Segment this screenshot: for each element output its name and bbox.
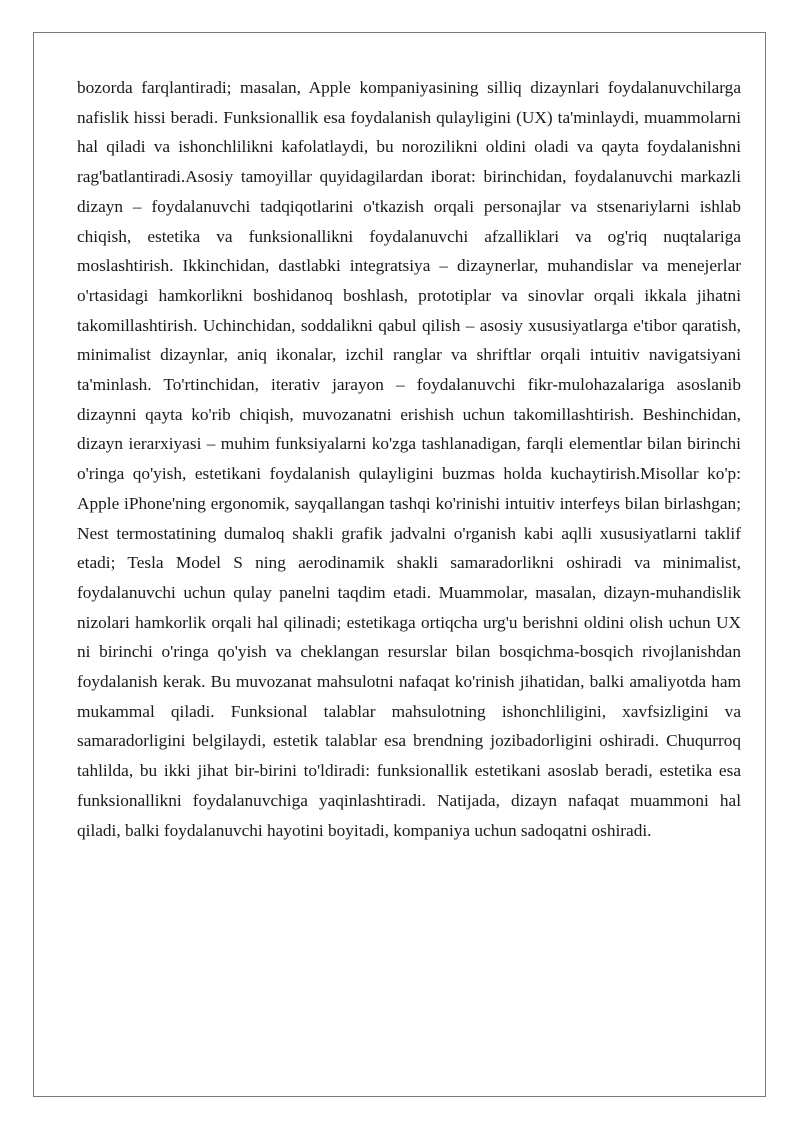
body-paragraph: bozorda farqlantiradi; masalan, Apple kompaniyasining silliq dizaynlari foydalanuvchilarga nafislik hissi beradi. Funksionallik esa foydalanish qulayligini (UX) ta'minlaydi, muammolarni hal qiladi va ishonchlilikni kafolatlaydi, bu norozilikni oldini oladi va qayta foydalanishni rag'batlantiradi.Asosiy tamoyillar quyidagilardan iborat: birinchidan, foydalanuvchi markazli dizayn – foydalanuvchi tadqiqotlarini o'tkazish orqali personajlar va stsenariylarni ishlab chiqish, estetika va funksionallikni foydalanuvchi afzalliklari va og'riq nuqtalariga moslashtirish. Ikkinchidan, dastlabki integratsiya – dizaynerlar, muhandislar va menejerlar o'rtasidagi hamkorlikni boshidanoq boshlash, prototiplar va sinovlar orqali ikkala jihatni takomillashtirish. Uchinchidan, soddalikni qabul qilish – asosiy xususiyatlarga e'tibor qaratish, minimalist dizaynlar, aniq ikonalar, izchil ranglar va shriftlar orqali intuitiv navigatsiyani ta'minlash. To'rtinchidan, iterativ jarayon – foydalanuvchi fikr-mulohazalariga asoslanib dizaynni qayta ko'rib chiqish, muvozanatni erishish uchun takomillashtirish. Beshinchidan, dizayn ierarxiyasi – muhim funksiyalarni ko'zga tashlanadigan, farqli elementlar bilan birinchi o'ringa qo'yish, estetikani foydalanish qulayligini buzmas holda kuchaytirish.Misollar ko'p: Apple iPhone'ning ergonomik, sayqallangan tashqi ko'rinishi intuitiv interfeys bilan birlashgan; Nest termostatining dumaloq shakli grafik jadvalni o'rganish kabi aqlli xususiyatlarni taklif etadi; Tesla Model S ning aerodinamik shakli samaradorlikni oshiradi va minimalist, foydalanuvchi uchun qulay panelni taqdim etadi. Muammolar, masalan, dizayn-muhandislik nizolari hamkorlik orqali hal qilinadi; estetikaga ortiqcha urg'u berishni oldini olish uchun UX ni birinchi o'ringa qo'yish va cheklangan resurslar bilan bosqichma-bosqich rivojlanishdan foydalanish kerak. Bu muvozanat mahsulotni nafaqat ko'rinish jihatidan, balki amaliyotda ham mukammal qiladi. Funksional talablar mahsulotning ishonchliligini, xavfsizligini va samaradorligini belgilaydi, estetik talablar esa brendning jozibadorligini oshiradi. Chuqurroq tahlilda, bu ikki jihat bir-birini to'ldiradi: funksionallik estetikani asoslab beradi, estetika esa funksionallikni foydalanuvchiga yaqinlashtiradi. Natijada, dizayn nafaqat muammoni hal qiladi, balki foydalanuvchi hayotini boyitadi, kompaniya uchun sadoqatni oshiradi. [77,78,741,840]
document-body [77,73,741,845]
